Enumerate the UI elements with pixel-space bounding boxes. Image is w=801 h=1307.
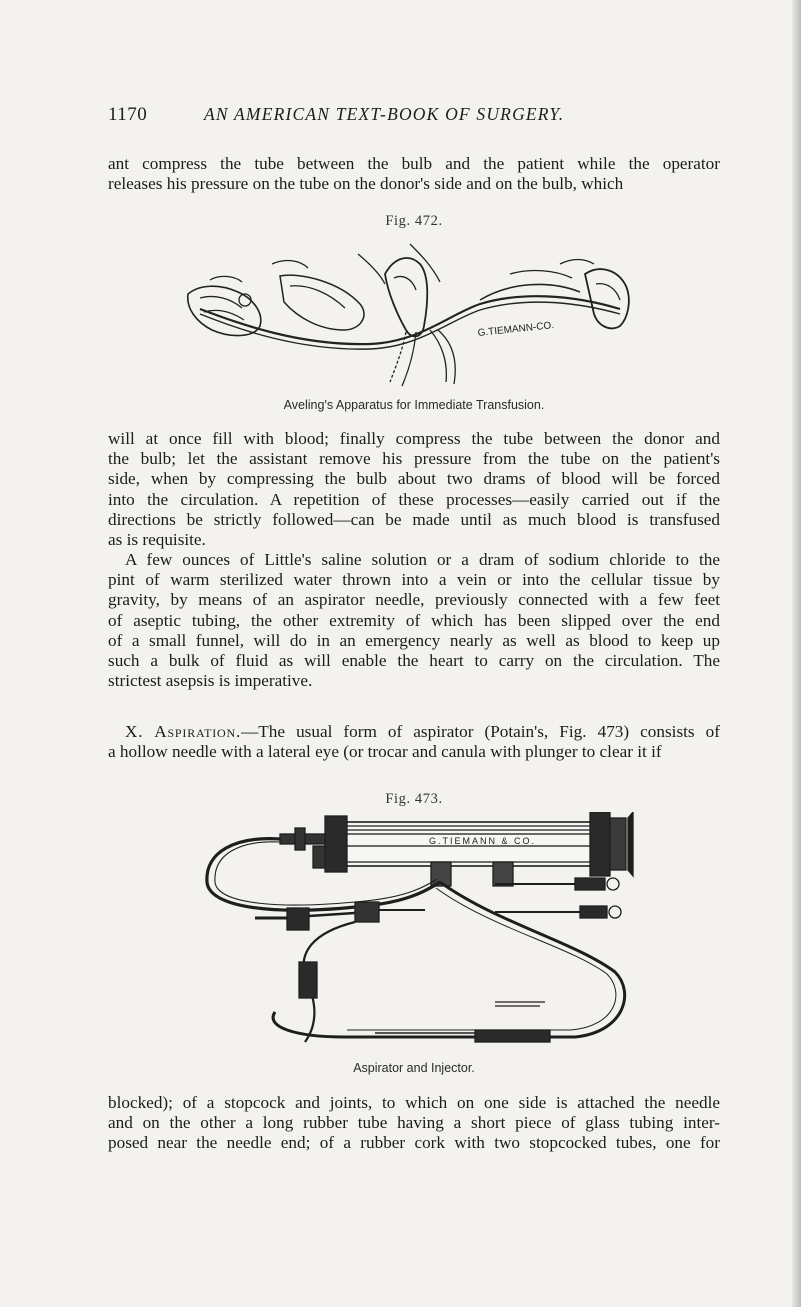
text-line: and on the other a long rubber tube having a short piece of glass tubing inter-: [108, 1113, 720, 1133]
bottom-paragraph: [108, 1093, 720, 1154]
text-line: as is requisite.: [108, 530, 206, 550]
figure-473-caption: Aspirator and Injector.: [353, 1061, 475, 1075]
figure-472-transfusion-apparatus: [180, 234, 640, 389]
aspiration-paragraph: [108, 722, 720, 762]
figure-472-label: Fig. 472.: [385, 213, 443, 229]
text-line: [108, 722, 720, 742]
figure-473-aspirator: [195, 812, 650, 1052]
saline-paragraph: [108, 550, 720, 691]
middle-paragraph: [108, 429, 720, 550]
text-line: blocked); of a stopcock and joints, to which on one side is attached the needle: [108, 1093, 720, 1112]
text-line: releases his pressure on the tube on the donor's side and on the bulb, which: [108, 174, 624, 194]
page-number: 1170: [108, 104, 148, 125]
text-line-rest: —The usual form of aspirator (Potain's, Fig. 473) consists of: [241, 722, 720, 741]
running-title: AN AMERICAN TEXT-BOOK OF SURGERY.: [204, 104, 565, 124]
text-line: strictest asepsis is imperative.: [108, 671, 313, 691]
text-line: the bulb; let the assistant remove his pressure from the tube on the patient's: [108, 449, 720, 469]
text-line: will at once fill with blood; finally compress the tube between the donor and: [108, 429, 720, 448]
figure-472-engraving: G.TIEMANN-CO.: [477, 320, 555, 339]
figure-473-engraving: G.TIEMANN & CO.: [429, 836, 537, 846]
page-edge: [792, 0, 801, 1307]
top-paragraph: [108, 154, 720, 194]
text-line: such a bulk of fluid as will enable the heart to carry on the circulation. The: [108, 651, 720, 671]
figure-472-caption: Aveling's Apparatus for Immediate Transfusion.: [283, 398, 545, 412]
text-line: of a small funnel, will do in an emergency nearly as well as blood to keep up: [108, 630, 720, 650]
figure-473-label: Fig. 473.: [385, 791, 443, 807]
section-heading: X. Aspiration.: [125, 722, 242, 741]
text-line: pint of warm sterilized water thrown into a vein or into the cellular tissue by: [108, 570, 720, 590]
page-header: [108, 104, 708, 128]
text-line: ant compress the tube between the bulb and the patient while the operator: [108, 154, 720, 173]
text-line: a hollow needle with a lateral eye (or trocar and canula with plunger to clear it if: [108, 742, 662, 762]
text-line: A few ounces of Little's saline solution or a dram of sodium chloride to the: [125, 550, 720, 569]
text-line: of aseptic tubing, the other extremity of which has been slipped over the end: [108, 610, 720, 630]
text-line: side, when by compressing the bulb about two drams of blood will be forced: [108, 469, 720, 489]
text-line: into the circulation. A repetition of these processes—easily carried out if the: [108, 489, 720, 509]
text-line: directions be strictly followed—can be made until as much blood is transfused: [108, 509, 720, 529]
text-line: posed near the needle end; of a rubber cork with two stopcocked tubes, one for: [108, 1133, 720, 1153]
text-line: gravity, by means of an aspirator needle, previously connected with a few feet: [108, 590, 720, 610]
